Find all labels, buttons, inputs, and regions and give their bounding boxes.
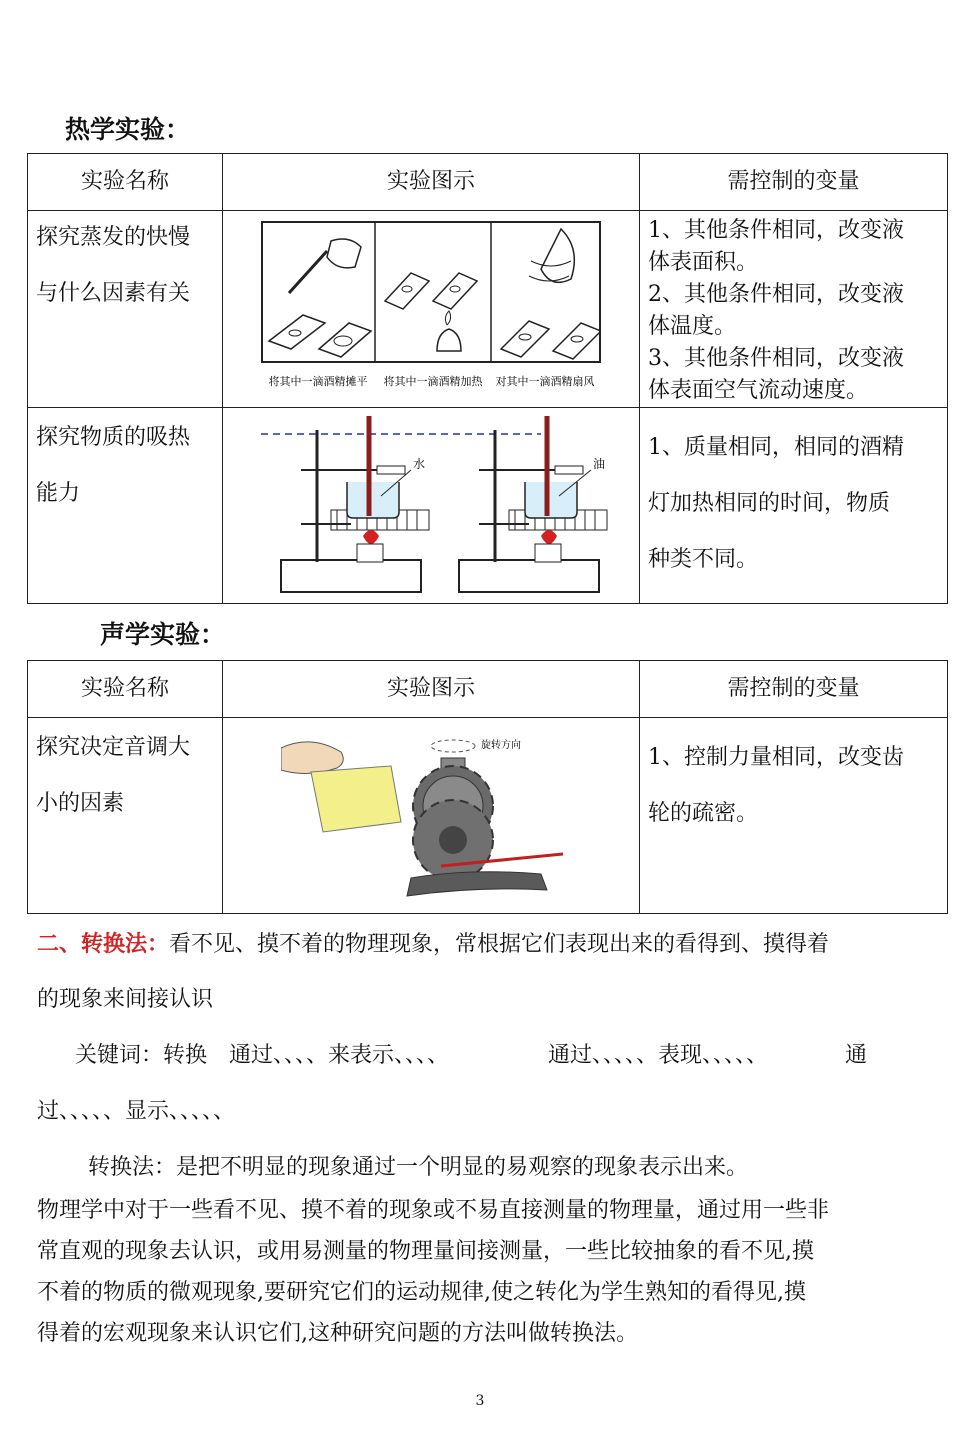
experiment-name-line: 小的因素	[36, 791, 125, 816]
keywords-line1: 关键词：转换 通过、、、、来表示、、、、 通过、、、、、表现、、、、、 通	[75, 1043, 868, 1068]
variable-line: 1、其他条件相同，改变液	[648, 218, 904, 243]
header-name: 实验名称	[28, 661, 223, 718]
rotation-direction-label: 旋转方向	[481, 740, 521, 751]
acoustic-heading: 声学实验：	[100, 620, 226, 649]
section2-title: 二、转换法：	[37, 931, 170, 957]
thermal-table	[27, 153, 948, 604]
variable-line: 体表面积。	[648, 250, 759, 275]
variable-line: 体温度。	[648, 314, 737, 339]
variable-line: 体表面空气流动速度。	[648, 378, 869, 403]
table-header-row	[28, 154, 948, 211]
header-variables: 需控制的变量	[640, 661, 948, 718]
body-line: 常直观的现象去认识，或用易测量的物理量间接测量，一些比较抽象的看不见,摸	[37, 1239, 814, 1264]
evaporation-figure-cell	[223, 211, 640, 408]
variable-line: 灯加热相同的时间，物质	[648, 491, 891, 516]
table-row	[28, 211, 948, 408]
variable-line: 轮的疏密。	[648, 801, 759, 826]
experiment-name-line: 探究蒸发的快慢	[36, 225, 191, 250]
variables-cell	[640, 211, 948, 408]
table-header-row	[28, 661, 948, 718]
section2-intro-line2: 的现象来间接认识	[37, 987, 214, 1012]
gear-pitch-diagram	[281, 728, 581, 898]
caption-fan: 对其中一滴酒精扇风	[495, 375, 595, 388]
experiment-name-cell	[28, 408, 223, 604]
header-figure: 实验图示	[223, 661, 640, 718]
keywords-line2: 过、、、、、显示、、、、、	[37, 1099, 236, 1124]
experiment-name-line: 探究物质的吸热	[36, 425, 191, 450]
table-row	[28, 408, 948, 604]
variable-line: 1、质量相同，相同的酒精	[648, 435, 904, 460]
experiment-name-line: 能力	[36, 481, 81, 506]
heat-capacity-diagram	[251, 412, 611, 600]
experiment-name-line: 探究决定音调大	[36, 735, 191, 760]
body-line: 物理学中对于一些看不见、摸不着的现象或不易直接测量的物理量，通过用一些非	[37, 1198, 830, 1223]
acoustic-table	[27, 660, 948, 914]
body-line: 得着的宏观现象来认识它们,这种研究问题的方法叫做转换法。	[37, 1321, 638, 1346]
header-figure: 实验图示	[223, 154, 640, 211]
variables-cell	[640, 718, 948, 914]
experiment-name-cell	[28, 211, 223, 408]
thermal-heading: 热学实验：	[65, 115, 191, 144]
section2-intro-text: 看不见、摸不着的物理现象，常根据它们表现出来的看得到、摸得着	[169, 932, 830, 957]
header-variables: 需控制的变量	[640, 154, 948, 211]
page-number: 3	[475, 1393, 485, 1409]
variable-line: 种类不同。	[648, 547, 759, 572]
body-line: 不着的物质的微观现象,要研究它们的运动规律,使之转化为学生熟知的看得见,摸	[37, 1280, 806, 1305]
caption-spread: 将其中一滴酒精摊平	[268, 375, 368, 388]
evaporation-diagram	[261, 221, 601, 399]
heat-capacity-figure-cell	[223, 408, 640, 604]
caption-heat: 将其中一滴酒精加热	[383, 375, 483, 388]
table-row	[28, 718, 948, 914]
section2-intro-line1	[37, 928, 829, 961]
pitch-figure-cell	[223, 718, 640, 914]
header-name: 实验名称	[28, 154, 223, 211]
variables-cell	[640, 408, 948, 604]
experiment-name-cell	[28, 718, 223, 914]
oil-label: 油	[593, 457, 606, 471]
variable-line: 1、控制力量相同，改变齿	[648, 745, 904, 770]
experiment-name-line: 与什么因素有关	[36, 281, 191, 306]
variable-line: 2、其他条件相同，改变液	[648, 282, 904, 307]
variable-line: 3、其他条件相同，改变液	[648, 346, 904, 371]
water-label: 水	[413, 457, 426, 471]
definition-line: 转换法：是把不明显的现象通过一个明显的易观察的现象表示出来。	[88, 1155, 749, 1180]
